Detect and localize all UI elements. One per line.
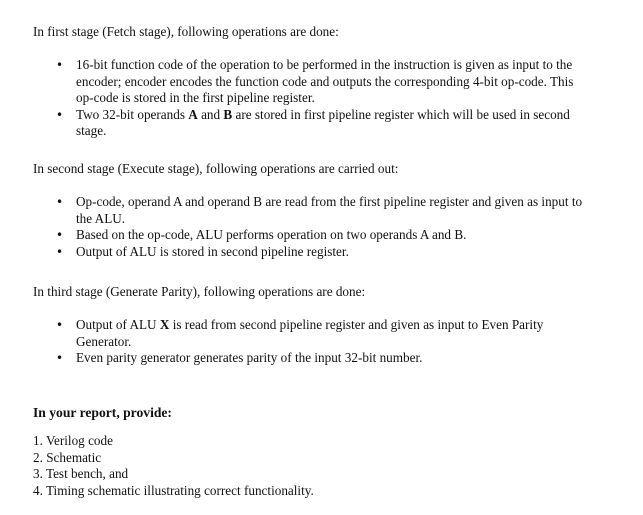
- stage2-intro: In second stage (Execute stage), following operations are carried out:: [33, 161, 399, 176]
- list-item: [0, 194, 591, 227]
- bullet-icon: •: [56, 228, 64, 243]
- bullet-icon: •: [56, 107, 64, 122]
- bullet-icon: •: [56, 58, 64, 72]
- list-item: 1. Verilog code: [33, 433, 113, 448]
- list-item: [0, 227, 591, 244]
- alu-output-x-label: X: [159, 317, 170, 332]
- stage3-bullet1-post: is read from second pipeline register and given as input to Even Parity Generator.: [76, 317, 544, 349]
- bullet-icon: •: [56, 195, 64, 209]
- stage2-bullet-text: Op-code, operand A and operand B are read from the first pipeline register and given as input to the ALU.: [76, 194, 583, 226]
- bullet-icon: •: [56, 351, 64, 366]
- report-list: [33, 433, 314, 499]
- stage1-bullet2-pre: Two 32-bit operands: [76, 106, 189, 122]
- stage1-intro: In first stage (Fetch stage), following operations are done:: [33, 24, 339, 39]
- stage1-bullet2-post: are stored in first pipeline register which will be used in second stage.: [76, 106, 570, 139]
- stage2-list: [0, 194, 600, 260]
- list-item: [0, 244, 591, 261]
- stage2-bullet-text: Output of ALU is stored in second pipeline register.: [76, 243, 349, 259]
- bullet-icon: •: [56, 244, 64, 259]
- report-heading: In your report, provide:: [33, 405, 172, 420]
- operand-b-label: B: [223, 106, 233, 122]
- stage3-intro: In third stage (Generate Parity), following operations are done:: [33, 284, 366, 299]
- stage3-bullet1-pre: Output of ALU: [76, 317, 160, 332]
- stage3-bullet2-text: Even parity generator generates parity of the input 32-bit number.: [76, 350, 423, 366]
- operand-a-label: A: [188, 106, 198, 122]
- bullet-icon: •: [56, 318, 64, 332]
- stage2-bullet-text: Based on the op-code, ALU performs operation on two operands A and B.: [76, 227, 467, 243]
- stage1-bullet1-text: 16-bit function code of the operation to be performed in the instruction is given as input to the encoder; encoder encodes the function code and outputs the corresponding 4-bit op-code. This op-code is stored in the first pipeline register.: [76, 57, 574, 106]
- list-item: [0, 317, 591, 350]
- stage3-list: [0, 317, 600, 367]
- stage1-list: [0, 57, 600, 140]
- list-item: 4. Timing schematic illustrating correct functionality.: [33, 482, 314, 498]
- list-item: [0, 350, 591, 367]
- list-item: [0, 107, 591, 140]
- list-item: 2. Schematic: [33, 449, 102, 465]
- list-item: 3. Test bench, and: [33, 466, 129, 482]
- stage1-bullet2-mid: and: [197, 106, 224, 122]
- list-item: [0, 57, 591, 107]
